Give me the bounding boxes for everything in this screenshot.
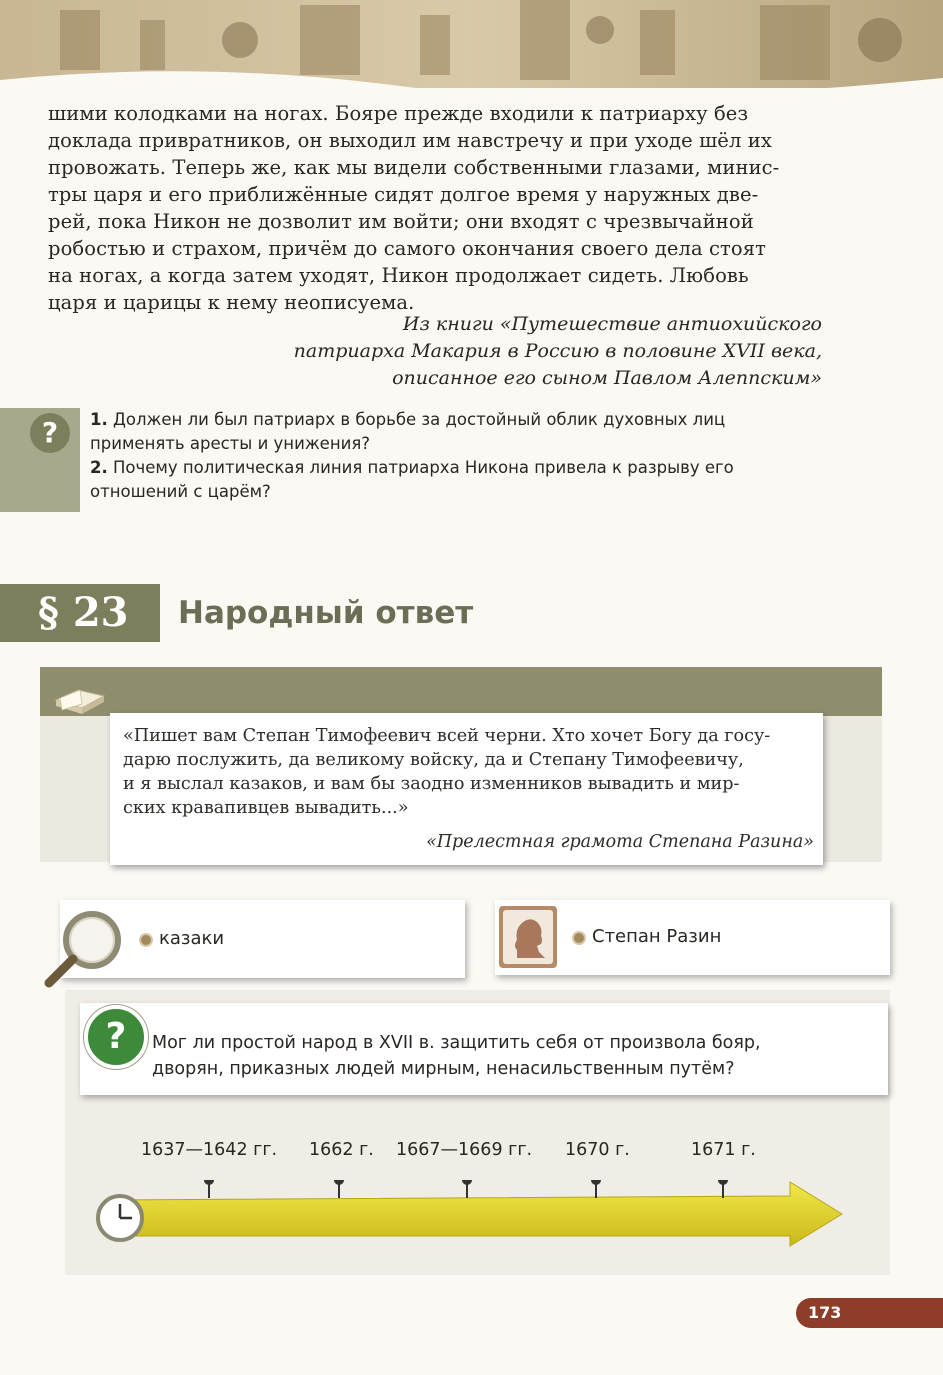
question-number: 2.	[90, 458, 108, 477]
question-item	[90, 456, 825, 504]
clock-icon	[98, 1196, 142, 1240]
bullet-icon	[139, 933, 153, 947]
body-line: тры царя и его приближённые сидят долгое время у наружных две-	[48, 183, 759, 206]
timeline-tick	[463, 1180, 471, 1198]
document-line: и я выслал казаков, и вам бы заодно изменников вывадить и мир-	[123, 774, 740, 794]
question-number: 1.	[90, 410, 108, 429]
book-source-citation	[200, 311, 822, 392]
source-line: Из книги «Путешествие антиохийского	[402, 313, 822, 335]
body-line: робостью и страхом, причём до самого окончания своего дела стоят	[48, 237, 767, 260]
body-text	[48, 100, 824, 316]
timeline-tick	[335, 1180, 343, 1198]
document-line: «Пишет вам Степан Тимофеевич всей черни. Хто хочет Богу да госу-	[123, 726, 771, 746]
timeline-tick	[205, 1180, 213, 1198]
body-line: доклада привратников, он выходил им навстречу и при уходе шёл их	[48, 129, 772, 152]
section-number: § 23	[38, 589, 129, 636]
timeline-tick	[592, 1180, 600, 1198]
open-book-icon	[52, 676, 108, 720]
document-line: дарю послужить, да великому войску, да и Степану Тимофеевичу,	[123, 750, 744, 770]
document-source: «Прелестная грамота Степана Разина»	[426, 832, 814, 852]
bullet-icon	[572, 931, 586, 945]
question-text: Почему политическая линия патриарха Никона привела к разрыву его отношений с царём?	[90, 458, 734, 501]
question-text: Должен ли был патриарх в борьбе за достойный облик духовных лиц применять аресты и унижения?	[90, 410, 726, 453]
timeline-tick	[719, 1180, 727, 1198]
magnifier-icon	[37, 905, 137, 990]
document-line: ских кравапивцев вывадить...»	[123, 798, 409, 818]
person-label-wrap	[572, 926, 721, 947]
term-label: казаки	[159, 928, 225, 949]
body-line: на ногах, а когда затем уходят, Никон продолжает сидеть. Любовь	[48, 264, 749, 287]
timeline	[90, 1180, 850, 1260]
timeline-date: 1637—1642 гг.	[141, 1140, 278, 1160]
source-line: патриарха Макария в Россию в половине XVII века,	[293, 340, 822, 362]
person-silhouette-icon	[499, 906, 557, 968]
questions-list	[90, 408, 825, 504]
body-line: шими колодками на ногах. Бояре прежде входили к патриарху без	[48, 102, 749, 125]
question-item	[90, 408, 825, 456]
question-line: Мог ли простой народ в XVII в. защитить себя от произвола бояр,	[152, 1033, 761, 1053]
timeline-date: 1670 г.	[565, 1140, 630, 1160]
page-number: 173	[808, 1303, 842, 1322]
person-label: Степан Разин	[592, 926, 722, 947]
timeline-date: 1662 г.	[309, 1140, 374, 1160]
question-icon: ?	[30, 413, 70, 453]
term-label-wrap	[139, 928, 224, 949]
main-question-text	[152, 1030, 867, 1082]
section-title: Народный ответ	[178, 595, 474, 631]
question-line: дворян, приказных людей мирным, ненасильственным путём?	[152, 1059, 735, 1079]
source-line: описанное его сыном Павлом Алеппским»	[392, 367, 822, 389]
timeline-arrow	[110, 1182, 842, 1246]
body-line: царя и царицы к нему неописуема.	[48, 291, 415, 314]
body-line: рей, пока Никон не дозволит им войти; они входят с чрезвычайной	[48, 210, 754, 233]
timeline-date: 1667—1669 гг.	[396, 1140, 533, 1160]
document-panel-header	[40, 667, 882, 716]
question-icon: ?	[84, 1005, 148, 1069]
body-line: провожать. Теперь же, как мы видели собственными глазами, минис-	[48, 156, 780, 179]
header-illustration	[0, 0, 943, 100]
document-text	[123, 724, 813, 820]
timeline-date: 1671 г.	[691, 1140, 756, 1160]
